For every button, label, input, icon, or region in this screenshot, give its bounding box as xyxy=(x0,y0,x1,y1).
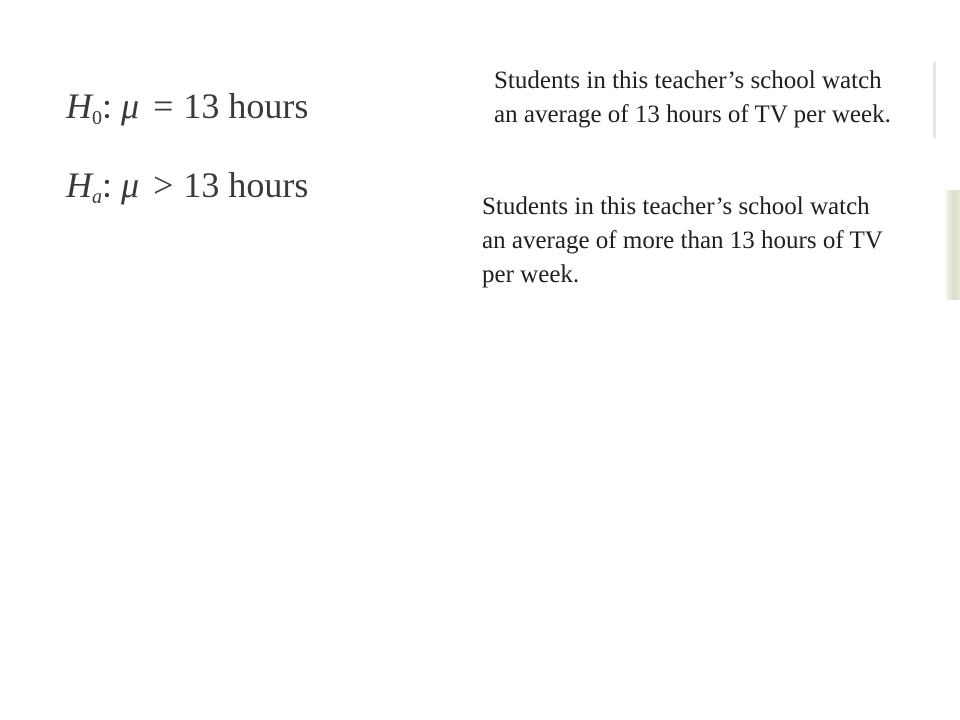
alternative-description xyxy=(474,190,960,300)
scan-edge xyxy=(946,190,960,300)
alternative-hypothesis-symbol: H xyxy=(66,165,92,205)
alternative-hypothesis-operator: > xyxy=(153,165,174,205)
alternative-hypothesis-value: 13 hours xyxy=(183,165,309,205)
alternative-hypothesis xyxy=(66,167,308,207)
alternative-hypothesis-parameter: μ xyxy=(121,165,140,205)
alternative-hypothesis-subscript: a xyxy=(92,186,102,208)
alternative-description-line: per week. xyxy=(482,261,580,288)
alternative-hypothesis-separator: : xyxy=(102,165,113,205)
null-hypothesis-parameter: μ xyxy=(121,86,140,126)
null-hypothesis-subscript: 0 xyxy=(92,107,102,129)
alternative-description-line: an average of more than 13 hours of TV xyxy=(482,227,883,254)
null-hypothesis xyxy=(66,88,308,128)
null-description-line: an average of 13 hours of TV per week. xyxy=(494,101,891,128)
null-hypothesis-symbol: H xyxy=(66,86,92,126)
null-hypothesis-separator: : xyxy=(102,86,113,126)
null-hypothesis-operator: = xyxy=(153,86,174,126)
null-description-line: Students in this teacher’s school watch xyxy=(494,67,882,94)
null-description xyxy=(488,62,936,138)
alternative-description-line: Students in this teacher’s school watch xyxy=(482,193,870,220)
null-hypothesis-value: 13 hours xyxy=(183,86,309,126)
